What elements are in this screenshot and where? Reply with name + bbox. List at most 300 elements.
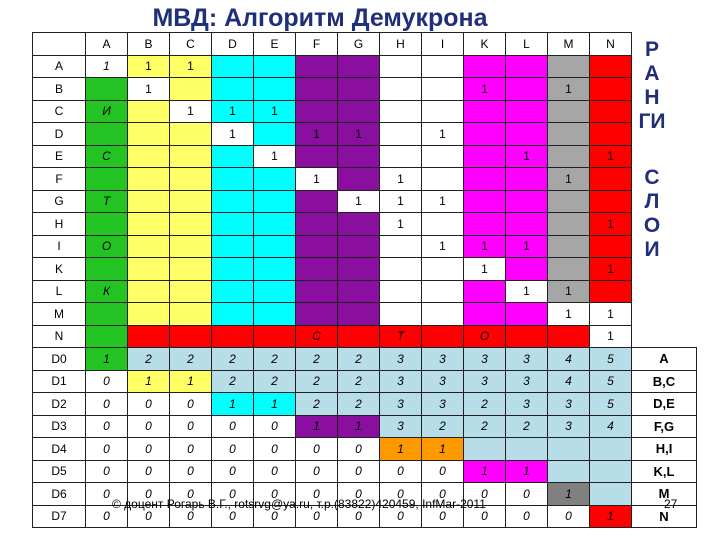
d-cell: 2 bbox=[338, 348, 380, 371]
column-header: I bbox=[422, 33, 464, 56]
column-header: D bbox=[212, 33, 254, 56]
matrix-cell: 1 bbox=[380, 168, 422, 191]
d-cell: 0 bbox=[170, 438, 212, 461]
matrix-cell bbox=[296, 280, 338, 303]
d-row-label: D1 bbox=[33, 370, 86, 393]
matrix-cell: 1 bbox=[254, 145, 296, 168]
matrix-cell bbox=[548, 100, 590, 123]
row-label: A bbox=[33, 55, 86, 78]
matrix-cell bbox=[128, 235, 170, 258]
matrix-cell bbox=[296, 213, 338, 236]
matrix-cell bbox=[380, 145, 422, 168]
d-cell: 0 bbox=[128, 483, 170, 506]
matrix-cell bbox=[422, 55, 464, 78]
d-cell: 3 bbox=[380, 348, 422, 371]
matrix-cell bbox=[170, 213, 212, 236]
row-label: I bbox=[33, 235, 86, 258]
matrix-cell: 1 bbox=[380, 213, 422, 236]
matrix-cell bbox=[212, 168, 254, 191]
matrix-cell bbox=[422, 280, 464, 303]
d-cell bbox=[464, 438, 506, 461]
d-cell: 2 bbox=[296, 348, 338, 371]
d-cell: 0 bbox=[212, 483, 254, 506]
matrix-row bbox=[33, 190, 697, 213]
d-cell: 0 bbox=[464, 483, 506, 506]
matrix-cell: 1 bbox=[128, 55, 170, 78]
d-cell: 0 bbox=[128, 415, 170, 438]
copyright-footer: © доцент Рогарь В.Г., rotsrvg@ya.ru, т.р.(83822)420459, InfMar-2011 bbox=[112, 497, 486, 511]
row-label: N bbox=[33, 325, 86, 348]
d-cell: 0 bbox=[86, 483, 128, 506]
d-cell: 1 bbox=[590, 505, 632, 528]
d-cell: 1 bbox=[86, 348, 128, 371]
matrix-cell bbox=[380, 55, 422, 78]
matrix-cell bbox=[128, 123, 170, 146]
corner-cell bbox=[33, 33, 86, 56]
d-cell: 0 bbox=[506, 505, 548, 528]
d-cell: 0 bbox=[86, 505, 128, 528]
side-letter: И bbox=[644, 238, 660, 261]
matrix-cell bbox=[296, 190, 338, 213]
d-cell: 2 bbox=[296, 370, 338, 393]
matrix-cell: 1 bbox=[128, 78, 170, 101]
matrix-row bbox=[33, 303, 697, 326]
d-cell: 2 bbox=[212, 370, 254, 393]
matrix-cell bbox=[548, 123, 590, 146]
side-letter: О bbox=[643, 214, 661, 237]
matrix-cell bbox=[464, 213, 506, 236]
d-cell: 3 bbox=[506, 393, 548, 416]
d-row bbox=[33, 348, 697, 371]
slide-title: МВД: Алгоритм Демукрона bbox=[152, 4, 488, 32]
d-cell: 3 bbox=[506, 370, 548, 393]
matrix-cell bbox=[170, 325, 212, 348]
matrix-row bbox=[33, 78, 697, 101]
matrix-cell bbox=[128, 325, 170, 348]
matrix-cell bbox=[254, 55, 296, 78]
column-header: H bbox=[380, 33, 422, 56]
d-cell: 0 bbox=[548, 505, 590, 528]
matrix-row bbox=[33, 235, 697, 258]
matrix-row bbox=[33, 145, 697, 168]
d-cell: 3 bbox=[380, 370, 422, 393]
matrix-cell: 1 bbox=[548, 78, 590, 101]
d-row-label: D7 bbox=[33, 505, 86, 528]
d-cell: 1 bbox=[464, 460, 506, 483]
d-row-label: D3 bbox=[33, 415, 86, 438]
d-row bbox=[33, 460, 697, 483]
matrix-cell: 1 bbox=[422, 235, 464, 258]
matrix-cell bbox=[212, 78, 254, 101]
matrix-cell bbox=[86, 78, 128, 101]
matrix-cell bbox=[338, 78, 380, 101]
matrix-cell bbox=[548, 145, 590, 168]
matrix-cell bbox=[338, 235, 380, 258]
d-cell: 2 bbox=[170, 348, 212, 371]
column-header: E bbox=[254, 33, 296, 56]
row-label: M bbox=[33, 303, 86, 326]
side-letter: Р bbox=[644, 38, 659, 61]
matrix-cell bbox=[548, 258, 590, 281]
matrix-cell bbox=[548, 55, 590, 78]
matrix-cell bbox=[170, 235, 212, 258]
row-label: B bbox=[33, 78, 86, 101]
column-header: M bbox=[548, 33, 590, 56]
d-cell: 0 bbox=[296, 483, 338, 506]
d-cell: 0 bbox=[254, 505, 296, 528]
matrix-cell bbox=[464, 303, 506, 326]
matrix-cell bbox=[170, 190, 212, 213]
matrix-cell: 1 bbox=[590, 145, 632, 168]
d-cell: 0 bbox=[422, 460, 464, 483]
matrix-row bbox=[33, 100, 697, 123]
side-letter: Л bbox=[644, 190, 660, 213]
matrix-cell: 1 bbox=[296, 123, 338, 146]
d-cell: 1 bbox=[296, 415, 338, 438]
matrix-cell bbox=[86, 123, 128, 146]
d-cell: 2 bbox=[296, 393, 338, 416]
d-cell: 0 bbox=[170, 460, 212, 483]
matrix-cell bbox=[338, 168, 380, 191]
matrix-cell bbox=[380, 123, 422, 146]
matrix-cell bbox=[380, 100, 422, 123]
matrix-cell: 1 bbox=[254, 100, 296, 123]
matrix-cell: 1 bbox=[548, 168, 590, 191]
d-row-result: B,C bbox=[632, 370, 697, 393]
d-cell: 0 bbox=[212, 505, 254, 528]
d-row-result: N bbox=[632, 505, 697, 528]
d-cell: 0 bbox=[128, 393, 170, 416]
demukron-table-body bbox=[33, 33, 697, 528]
d-cell: 3 bbox=[548, 415, 590, 438]
matrix-cell bbox=[254, 303, 296, 326]
d-cell: 3 bbox=[422, 393, 464, 416]
d-cell: 0 bbox=[338, 505, 380, 528]
d-cell: 0 bbox=[380, 505, 422, 528]
d-cell: 4 bbox=[548, 348, 590, 371]
matrix-cell bbox=[590, 280, 632, 303]
page-number: 27 bbox=[664, 497, 678, 511]
column-header: L bbox=[506, 33, 548, 56]
matrix-cell bbox=[170, 123, 212, 146]
d-cell: 1 bbox=[506, 460, 548, 483]
matrix-cell bbox=[548, 325, 590, 348]
matrix-cell bbox=[422, 325, 464, 348]
side-label-layers bbox=[620, 166, 684, 262]
column-header: G bbox=[338, 33, 380, 56]
d-cell: 0 bbox=[212, 438, 254, 461]
d-cell: 0 bbox=[422, 505, 464, 528]
column-header-row bbox=[33, 33, 697, 56]
d-cell: 3 bbox=[422, 348, 464, 371]
matrix-cell bbox=[422, 78, 464, 101]
d-row bbox=[33, 370, 697, 393]
matrix-cell bbox=[254, 78, 296, 101]
d-cell: 0 bbox=[464, 505, 506, 528]
matrix-cell bbox=[506, 325, 548, 348]
d-row-label: D6 bbox=[33, 483, 86, 506]
d-cell: 0 bbox=[128, 460, 170, 483]
matrix-row bbox=[33, 123, 697, 146]
d-cell: 0 bbox=[338, 460, 380, 483]
matrix-cell bbox=[170, 78, 212, 101]
matrix-cell bbox=[254, 190, 296, 213]
d-cell: 2 bbox=[464, 393, 506, 416]
matrix-cell: 1 bbox=[548, 280, 590, 303]
row-label: E bbox=[33, 145, 86, 168]
d-cell: 0 bbox=[170, 415, 212, 438]
matrix-cell bbox=[422, 145, 464, 168]
d-cell: 5 bbox=[590, 370, 632, 393]
d-cell: 2 bbox=[254, 348, 296, 371]
matrix-cell bbox=[506, 168, 548, 191]
matrix-cell bbox=[170, 258, 212, 281]
matrix-cell: 1 bbox=[464, 258, 506, 281]
matrix-cell: 1 bbox=[590, 258, 632, 281]
d-cell: 0 bbox=[338, 438, 380, 461]
d-cell: 0 bbox=[506, 483, 548, 506]
matrix-cell: 1 bbox=[590, 303, 632, 326]
matrix-cell bbox=[338, 325, 380, 348]
d-cell: 1 bbox=[128, 370, 170, 393]
d-cell: 3 bbox=[380, 393, 422, 416]
d-cell: 0 bbox=[254, 483, 296, 506]
column-header: N bbox=[590, 33, 632, 56]
matrix-row bbox=[33, 325, 697, 348]
matrix-cell bbox=[506, 190, 548, 213]
matrix-cell: Т bbox=[380, 325, 422, 348]
matrix-cell bbox=[170, 145, 212, 168]
matrix-cell: 1 bbox=[422, 190, 464, 213]
d-cell: 0 bbox=[86, 393, 128, 416]
matrix-cell bbox=[422, 100, 464, 123]
matrix-cell: 1 bbox=[338, 190, 380, 213]
matrix-row bbox=[33, 258, 697, 281]
matrix-cell bbox=[212, 280, 254, 303]
matrix-cell bbox=[86, 303, 128, 326]
matrix-cell: 1 bbox=[296, 168, 338, 191]
column-header: F bbox=[296, 33, 338, 56]
d-cell: 4 bbox=[548, 370, 590, 393]
matrix-cell: 1 bbox=[464, 235, 506, 258]
d-cell: 0 bbox=[296, 505, 338, 528]
matrix-cell bbox=[338, 55, 380, 78]
row-label: C bbox=[33, 100, 86, 123]
d-cell: 1 bbox=[254, 393, 296, 416]
d-cell: 0 bbox=[422, 483, 464, 506]
matrix-row bbox=[33, 55, 697, 78]
d-cell: 2 bbox=[254, 370, 296, 393]
d-cell bbox=[548, 460, 590, 483]
matrix-cell bbox=[338, 280, 380, 303]
d-cell bbox=[590, 483, 632, 506]
row-label: H bbox=[33, 213, 86, 236]
d-cell: 4 bbox=[590, 415, 632, 438]
column-header: K bbox=[464, 33, 506, 56]
matrix-cell bbox=[296, 258, 338, 281]
matrix-cell bbox=[254, 258, 296, 281]
d-row-result: K,L bbox=[632, 460, 697, 483]
d-cell: 0 bbox=[128, 438, 170, 461]
matrix-cell bbox=[128, 145, 170, 168]
matrix-cell bbox=[86, 258, 128, 281]
matrix-cell bbox=[338, 258, 380, 281]
d-row bbox=[33, 393, 697, 416]
matrix-cell bbox=[254, 213, 296, 236]
d-row-label: D5 bbox=[33, 460, 86, 483]
matrix-cell: 1 bbox=[422, 123, 464, 146]
matrix-cell bbox=[380, 78, 422, 101]
matrix-cell: 1 bbox=[548, 303, 590, 326]
d-cell: 2 bbox=[212, 348, 254, 371]
d-row-label: D2 bbox=[33, 393, 86, 416]
d-cell: 0 bbox=[254, 460, 296, 483]
demukron-table-wrap bbox=[32, 32, 697, 528]
d-cell: 0 bbox=[338, 483, 380, 506]
matrix-cell: 1 bbox=[590, 213, 632, 236]
matrix-cell: 1 bbox=[464, 78, 506, 101]
matrix-cell bbox=[506, 100, 548, 123]
d-cell: 0 bbox=[296, 438, 338, 461]
row-label: K bbox=[33, 258, 86, 281]
d-cell bbox=[590, 438, 632, 461]
matrix-cell bbox=[506, 213, 548, 236]
matrix-cell bbox=[212, 213, 254, 236]
matrix-cell bbox=[422, 303, 464, 326]
d-cell: 0 bbox=[86, 415, 128, 438]
matrix-cell bbox=[296, 303, 338, 326]
d-cell: 2 bbox=[128, 348, 170, 371]
d-cell: 0 bbox=[254, 438, 296, 461]
d-row-result: A bbox=[632, 348, 697, 371]
d-cell: 3 bbox=[548, 393, 590, 416]
matrix-cell bbox=[506, 303, 548, 326]
matrix-cell bbox=[86, 213, 128, 236]
d-cell: 1 bbox=[548, 483, 590, 506]
d-cell: 0 bbox=[380, 483, 422, 506]
matrix-cell bbox=[296, 235, 338, 258]
matrix-cell: 1 bbox=[380, 190, 422, 213]
matrix-cell bbox=[128, 258, 170, 281]
matrix-cell bbox=[338, 303, 380, 326]
matrix-cell bbox=[380, 303, 422, 326]
matrix-cell: С bbox=[86, 145, 128, 168]
matrix-cell bbox=[464, 100, 506, 123]
d-cell: 0 bbox=[296, 460, 338, 483]
d-row-label: D4 bbox=[33, 438, 86, 461]
d-cell: 2 bbox=[506, 415, 548, 438]
matrix-cell: 1 bbox=[212, 123, 254, 146]
d-cell: 1 bbox=[422, 438, 464, 461]
matrix-cell: 1 bbox=[506, 280, 548, 303]
d-row bbox=[33, 438, 697, 461]
matrix-row bbox=[33, 213, 697, 236]
d-cell: 0 bbox=[128, 505, 170, 528]
matrix-cell bbox=[464, 145, 506, 168]
d-cell: 1 bbox=[380, 438, 422, 461]
matrix-cell: 1 bbox=[590, 325, 632, 348]
d-cell: 0 bbox=[86, 370, 128, 393]
matrix-row bbox=[33, 280, 697, 303]
column-header: C bbox=[170, 33, 212, 56]
side-label-ranks bbox=[620, 38, 684, 134]
matrix-cell bbox=[170, 280, 212, 303]
d-row-label: D0 bbox=[33, 348, 86, 371]
d-cell: 0 bbox=[86, 460, 128, 483]
matrix-cell bbox=[128, 303, 170, 326]
d-cell: 3 bbox=[464, 348, 506, 371]
d-row-result: H,I bbox=[632, 438, 697, 461]
matrix-cell bbox=[86, 168, 128, 191]
side-letter: ГИ bbox=[638, 110, 666, 133]
d-cell: 0 bbox=[212, 415, 254, 438]
d-cell: 0 bbox=[170, 393, 212, 416]
matrix-cell: 1 bbox=[506, 145, 548, 168]
column-header: B bbox=[128, 33, 170, 56]
matrix-cell bbox=[128, 100, 170, 123]
d-cell: 5 bbox=[590, 348, 632, 371]
d-cell: 0 bbox=[170, 505, 212, 528]
matrix-cell bbox=[296, 55, 338, 78]
d-cell: 2 bbox=[338, 370, 380, 393]
matrix-cell bbox=[170, 303, 212, 326]
matrix-cell bbox=[254, 235, 296, 258]
matrix-cell bbox=[380, 280, 422, 303]
d-cell: 1 bbox=[170, 370, 212, 393]
side-letter: С bbox=[644, 166, 660, 189]
row-label: F bbox=[33, 168, 86, 191]
d-row bbox=[33, 415, 697, 438]
d-cell: 3 bbox=[506, 348, 548, 371]
matrix-cell bbox=[506, 55, 548, 78]
matrix-cell bbox=[296, 100, 338, 123]
d-cell: 3 bbox=[464, 370, 506, 393]
matrix-cell bbox=[464, 190, 506, 213]
row-label: G bbox=[33, 190, 86, 213]
row-label: L bbox=[33, 280, 86, 303]
matrix-cell bbox=[128, 190, 170, 213]
matrix-cell: К bbox=[86, 280, 128, 303]
matrix-row bbox=[33, 168, 697, 191]
d-cell: 0 bbox=[170, 483, 212, 506]
matrix-cell: 1 bbox=[170, 100, 212, 123]
matrix-cell bbox=[212, 145, 254, 168]
matrix-cell bbox=[128, 213, 170, 236]
matrix-cell bbox=[464, 280, 506, 303]
d-cell bbox=[548, 438, 590, 461]
d-cell: 2 bbox=[422, 415, 464, 438]
matrix-cell bbox=[128, 280, 170, 303]
matrix-cell bbox=[338, 145, 380, 168]
matrix-cell: 1 bbox=[506, 235, 548, 258]
matrix-cell bbox=[464, 168, 506, 191]
d-cell: 5 bbox=[590, 393, 632, 416]
matrix-cell: И bbox=[86, 100, 128, 123]
d-cell: 0 bbox=[86, 438, 128, 461]
d-cell: 3 bbox=[380, 415, 422, 438]
d-row-result: F,G bbox=[632, 415, 697, 438]
matrix-cell bbox=[380, 235, 422, 258]
matrix-cell: 1 bbox=[86, 55, 128, 78]
matrix-cell bbox=[548, 190, 590, 213]
matrix-cell bbox=[422, 168, 464, 191]
matrix-cell bbox=[254, 325, 296, 348]
d-cell: 1 bbox=[338, 415, 380, 438]
matrix-cell bbox=[254, 123, 296, 146]
matrix-cell bbox=[296, 145, 338, 168]
matrix-cell: 1 bbox=[212, 100, 254, 123]
matrix-cell: О bbox=[464, 325, 506, 348]
